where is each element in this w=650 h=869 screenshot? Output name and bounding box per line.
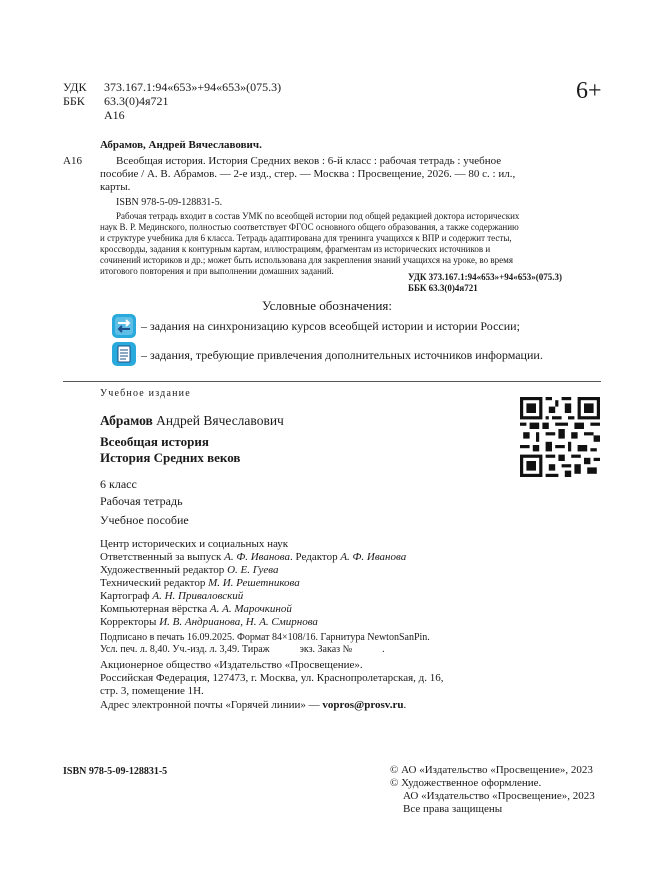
credit-line-5: Компьютерная вёрстка А. А. Марочкиной: [100, 603, 292, 615]
imprint-grade: 6 класс: [100, 477, 137, 491]
print-line-2: Усл. печ. л. 8,40. Уч.-изд. л. 3,49. Тираж экз. Заказ № .: [100, 644, 385, 655]
udk-label: УДК: [63, 80, 87, 94]
publisher-line-2: Российская Федерация, 127473, г. Москва, ул. Краснопролетарская, д. 16,: [100, 672, 444, 684]
hotline-email[interactable]: vopros@prosv.ru: [322, 699, 404, 711]
card-line-3: карты.: [100, 181, 131, 193]
legend-title: Условные обозначения:: [262, 298, 393, 313]
imprint-author: Абрамов Андрей Вячеславович: [100, 413, 284, 428]
hotline-line: Адрес электронной почты «Горячей линии» — vopros@prosv.ru.: [100, 699, 407, 711]
credit-line-3: Технический редактор М. И. Решетникова: [100, 577, 300, 589]
copyright-line-2: © Художественное оформление.: [390, 777, 542, 789]
credit-line-6: Корректоры И. В. Андрианова, Н. А. Смирнова: [100, 616, 318, 628]
center-name: Центр исторических и социальных наук: [100, 538, 289, 550]
copyright-line-3: АО «Издательство «Просвещение», 2023: [403, 790, 595, 802]
credit-line-2: Художественный редактор О. Е. Гуева: [100, 564, 279, 576]
copyright-line-1: © АО «Издательство «Просвещение», 2023: [390, 764, 593, 776]
annotation-line-4: кроссворды, задания к контурным картам, иллюстрациям, фрагментам из исторических источников и: [100, 244, 491, 254]
card-isbn: ISBN 978-5-09-128831-5.: [116, 197, 223, 208]
publisher-line-3: стр. 3, помещение 1Н.: [100, 685, 204, 697]
imprint-title-2: История Средних веков: [100, 450, 241, 465]
card-mark: А16: [63, 155, 82, 167]
document-icon: [112, 342, 136, 366]
imprint-kind-2: Учебное пособие: [100, 513, 189, 527]
udk-bold: УДК 373.167.1:94«653»+94«653»(075.3): [408, 272, 563, 282]
author-mark: А16: [104, 108, 125, 122]
legend-item-1: – задания на синхронизацию курсов всеобщей истории и истории России;: [141, 319, 520, 333]
bbk-bold: ББК 63.3(0)4я721: [408, 283, 478, 293]
annotation-line-6: итогового повторения и при выполнении домашних заданий.: [100, 266, 334, 276]
copyright-line-4: Все права защищены: [403, 803, 503, 815]
annotation-line-2: наук В. Р. Мединского, полностью соответствует ФГОС основного общего образования, а также содержанию: [100, 222, 519, 232]
card-line-2: пособие / А. В. Абрамов. — 2-е изд., стер. — Москва : Просвещение, 2026. — 80 с. : ил.,: [100, 168, 516, 180]
annotation-line-3: и структуре учебника для 6 класса. Тетрадь адаптирована для тренинга учащихся к ВПР и содержит тесты,: [100, 233, 512, 243]
bbk-value: 63.3(0)4я721: [104, 94, 169, 108]
divider: [63, 381, 601, 382]
print-line-1: Подписано в печать 16.09.2025. Формат 84×108/16. Гарнитура NewtonSanPin.: [100, 632, 430, 643]
card-line-1: Всеобщая история. История Средних веков : 6-й класс : рабочая тетрадь : учебное: [116, 155, 502, 167]
footer-isbn: ISBN 978-5-09-128831-5: [63, 766, 168, 777]
annotation-line-1: Рабочая тетрадь входит в состав УМК по всеобщей истории под общей редакцией доктора исторических: [116, 211, 520, 221]
publisher-line-1: Акционерное общество «Издательство «Просвещение».: [100, 659, 363, 671]
bbk-label: ББК: [63, 94, 85, 108]
udk-value: 373.167.1:94«653»+94«653»(075.3): [104, 80, 282, 94]
annotation-line-5: сочинений историков и др.; может быть использована для закрепления знаний учащихся на уроке, во время: [100, 255, 513, 265]
credit-line-4: Картограф А. Н. Приваловский: [100, 590, 244, 602]
imprint-title-1: Всеобщая история: [100, 434, 209, 449]
edition-type: Учебное издание: [100, 388, 191, 399]
card-author: Абрамов, Андрей Вячеславович.: [100, 139, 262, 151]
age-rating: 6+: [576, 78, 602, 104]
qr-code-icon: [520, 397, 600, 477]
sync-arrows-icon: [112, 314, 136, 338]
credit-line-1: Ответственный за выпуск А. Ф. Иванова. Редактор А. Ф. Иванова: [100, 551, 407, 563]
imprint-kind: Рабочая тетрадь: [100, 494, 183, 508]
legend-item-2: – задания, требующие привлечения дополнительных источников информации.: [141, 348, 543, 362]
